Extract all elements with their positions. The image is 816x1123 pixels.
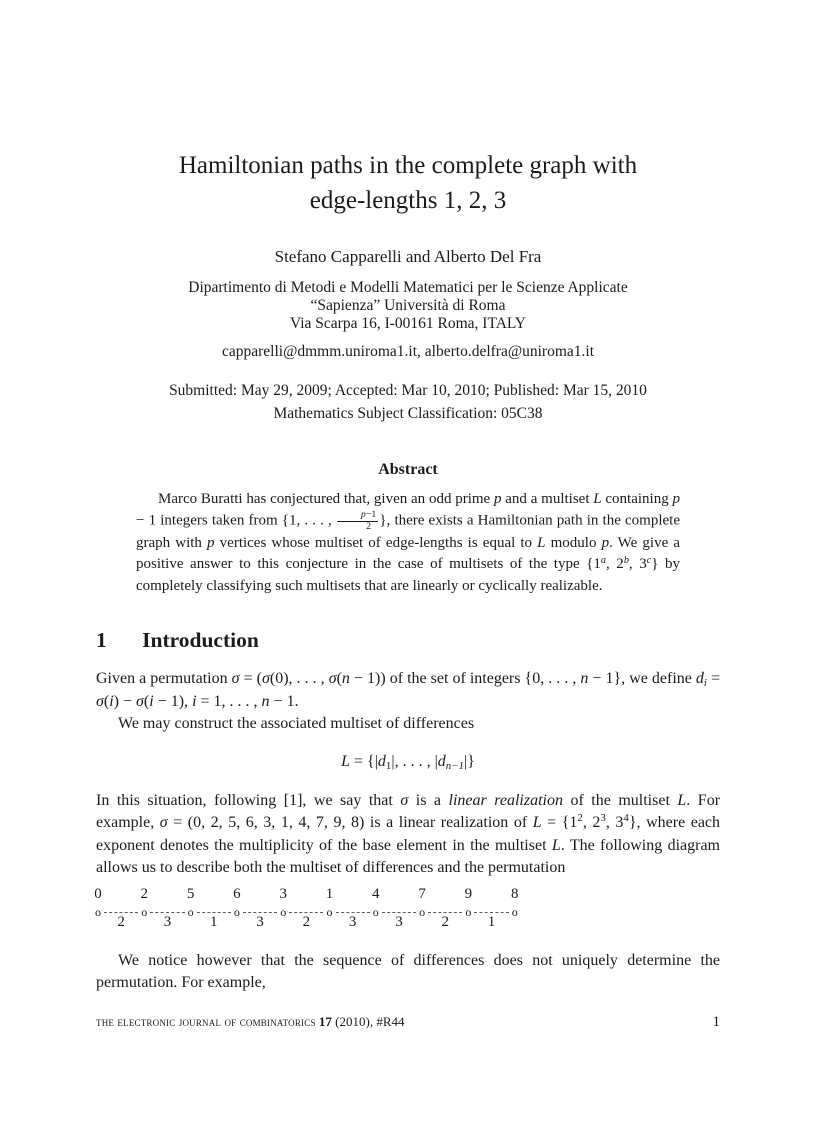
- affiliation: [96, 279, 720, 333]
- diagram-edge-label: 1: [487, 913, 496, 930]
- equation-multiset-differences: L = {|d1|, . . . , |dn−1|}: [341, 752, 475, 772]
- paragraph-multiset-intro: We may construct the associated multiset of differences: [118, 714, 475, 732]
- title-line-1: Hamiltonian paths in the complete graph with: [178, 152, 638, 179]
- author-emails: capparelli@dmmm.uniroma1.it, alberto.delfra@uniroma1.it: [221, 343, 595, 360]
- diagram-edge-label: 3: [256, 913, 264, 930]
- section-1-heading: [96, 627, 720, 653]
- diagram-vertex: o: [233, 904, 240, 919]
- diagram-vertex-label: 6: [233, 885, 241, 902]
- page-number: 1: [712, 1014, 720, 1030]
- diagram-vertex-label: 4: [372, 885, 380, 902]
- abstract-section: [136, 460, 680, 597]
- diagram-edge: [104, 912, 138, 913]
- diagram-vertex: o: [511, 904, 518, 919]
- diagram-edge: [289, 912, 323, 913]
- page-footer: [96, 1014, 720, 1031]
- diagram-edge-label: 3: [395, 913, 403, 930]
- journal-volume: 17: [318, 1014, 332, 1029]
- diagram-edge: [197, 912, 231, 913]
- abstract-heading: Abstract: [378, 461, 438, 478]
- diagram-edge: [150, 912, 184, 913]
- diagram-edge: [243, 912, 277, 913]
- affiliation-line-3: Via Scarpa 16, I-00161 Roma, ITALY: [289, 315, 527, 332]
- affiliation-line-1: Dipartimento di Metodi e Modelli Matematici per le Scienze Applicate: [188, 279, 628, 296]
- msc-classification: Mathematics Subject Classification: 05C38: [273, 405, 543, 422]
- diagram-vertex-label: 2: [140, 885, 149, 902]
- abstract-text: Marco Buratti has conjectured that, given an odd prime p and a multiset L containing p − 1 integers taken from {1, . . . , $\frac{p-1}{2}$ }, there exists a Hamiltonian path in the complete graph with p vertices whose multiset of edge-lengths is equal to L modulo p. We give a positive answer to this conjecture in the case of multisets of the type {1$^a$, 2$^b$, 3$^c$} by completely classifying such multisets that are linearly or cyclically realizable.: [136, 491, 681, 594]
- diagram-vertex-label: 7: [418, 885, 426, 902]
- diagram-edge: [474, 912, 508, 913]
- path-diagram: [96, 887, 720, 939]
- diagram-vertex-label: 5: [186, 885, 195, 902]
- diagram-edge-label: 3: [348, 913, 357, 930]
- diagram-vertex-label: 8: [510, 885, 519, 902]
- submission-dates: Submitted: May 29, 2009; Accepted: Mar 10, 2010; Published: Mar 15, 2010: [169, 382, 647, 399]
- journal-reference: [96, 1014, 405, 1030]
- diagram-edge-label: 1: [210, 913, 218, 930]
- diagram-edge: [336, 912, 370, 913]
- diagram-edge-label: 2: [441, 913, 449, 930]
- diagram-edge-label: 3: [163, 913, 172, 930]
- diagram-vertex: o: [141, 904, 148, 919]
- journal-issue-ref: (2010), #R44: [335, 1014, 405, 1029]
- diagram-edge: [428, 912, 462, 913]
- diagram-vertex-label: 0: [94, 885, 102, 902]
- diagram-vertex: o: [280, 904, 287, 919]
- affiliation-line-2: “Sapienza” Università di Roma: [310, 297, 506, 314]
- section-number: 1: [96, 627, 107, 652]
- paragraph-sequence-note: We notice however that the sequence of differences does not uniquely determine the permutation. For example,: [96, 951, 720, 991]
- diagram-vertex-label: 9: [464, 885, 473, 902]
- diagram-vertex: o: [465, 904, 472, 919]
- diagram-edge-label: 2: [117, 913, 125, 930]
- diagram-vertex: o: [95, 904, 101, 919]
- diagram-vertex: o: [187, 904, 194, 919]
- diagram-vertex: o: [419, 904, 426, 919]
- diagram-edge: [382, 912, 416, 913]
- diagram-vertex-label: 3: [279, 885, 287, 902]
- authors: Stefano Capparelli and Alberto Del Fra: [274, 247, 542, 266]
- paragraph-permutation-definition: Given a permutation σ = (σ(0), . . . , σ(n − 1)) of the set of integers {0, . . . , n − 1}, we define di = σ(i) − σ(i − 1), i = 1, . . . , n − 1.: [96, 669, 721, 710]
- diagram-vertex: o: [326, 904, 333, 919]
- section-title: Introduction: [142, 627, 259, 652]
- diagram-vertex-label: 1: [325, 885, 334, 902]
- journal-name: the electronic journal of combinatorics: [96, 1015, 316, 1029]
- paragraph-linear-realization: In this situation, following [1], we say that σ is a linear realization of the multiset L. For example, σ = (0, 2, 5, 6, 3, 1, 4, 7, 9, 8) is a linear realization of $L = \{1^2$, $2^3$, $3^4$}, where each exponent denotes the multiplicity of the base element in the multiset L. The following diagram allows us to describe both the multiset of differences and the permutation: [96, 791, 721, 876]
- diagram-edge-label: 2: [302, 913, 311, 930]
- paper-title: [96, 0, 720, 218]
- title-line-2: edge-lengths 1, 2, 3: [309, 187, 507, 214]
- diagram-vertex: o: [372, 904, 379, 919]
